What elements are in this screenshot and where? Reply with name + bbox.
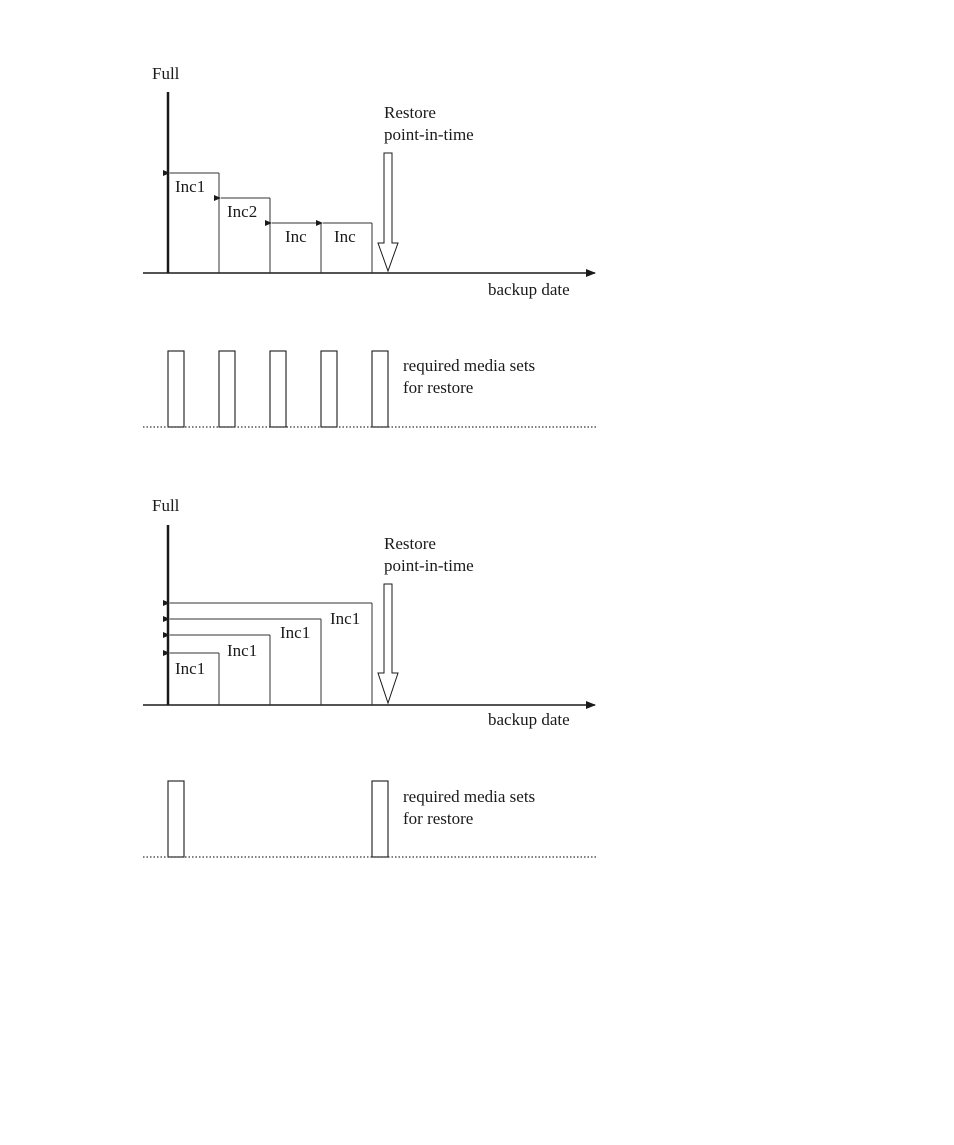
restore-label: Restore xyxy=(384,534,436,553)
incremental-label: Inc1 xyxy=(175,177,206,196)
restore-label: point-in-time xyxy=(384,125,474,144)
backup-date-axis-label: backup date xyxy=(488,280,570,299)
incremental-label: Inc1 xyxy=(175,659,206,678)
media-set xyxy=(219,351,235,427)
incremental-step-2 xyxy=(221,198,270,273)
incremental-step-4 xyxy=(323,223,372,273)
restore-point-arrow xyxy=(378,584,398,703)
media-sets xyxy=(168,351,388,427)
incremental-label: Inc1 xyxy=(280,623,311,642)
incremental-label: Inc1 xyxy=(227,641,258,660)
backup-date-axis-label: backup date xyxy=(488,710,570,729)
incremental-label: Inc xyxy=(285,227,307,246)
restore-point-arrow xyxy=(378,153,398,271)
restore-label: point-in-time xyxy=(384,556,474,575)
media-sets-label: for restore xyxy=(403,378,474,397)
media-sets-label: required media sets xyxy=(403,356,536,375)
media-set xyxy=(270,351,286,427)
incremental-label: Inc2 xyxy=(227,202,258,221)
media-sets xyxy=(168,781,388,857)
media-set xyxy=(168,351,184,427)
incremental-label: Inc xyxy=(334,227,356,246)
media-set xyxy=(321,351,337,427)
media-sets-label: for restore xyxy=(403,809,474,828)
full-axis-label: Full xyxy=(152,496,180,515)
media-set xyxy=(372,351,388,427)
panel-incremental-since-full xyxy=(143,496,596,857)
restore-label: Restore xyxy=(384,103,436,122)
media-sets-label: required media sets xyxy=(403,787,536,806)
incremental-step-3 xyxy=(272,223,321,273)
full-axis-label: Full xyxy=(152,64,180,83)
media-set xyxy=(372,781,388,857)
incremental-step-1 xyxy=(170,653,219,705)
incremental-step-4 xyxy=(170,603,372,705)
incremental-step-1 xyxy=(170,173,219,273)
media-set xyxy=(168,781,184,857)
incremental-label: Inc1 xyxy=(330,609,361,628)
panel-incremental-chain xyxy=(143,64,596,427)
